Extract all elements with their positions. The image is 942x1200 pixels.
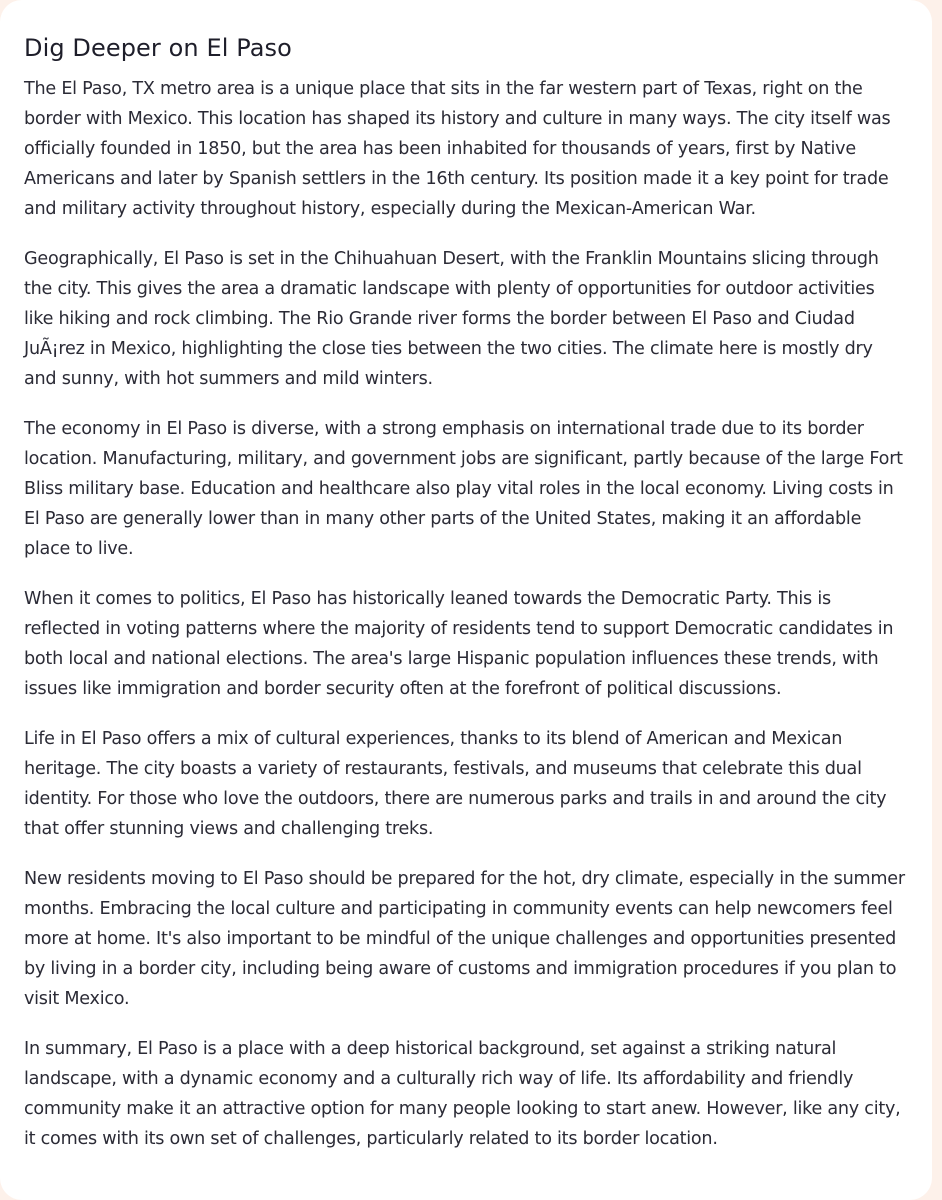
paragraph-history: The El Paso, TX metro area is a unique place that sits in the far western part of Texas, right on the border with Mexico. This location has shaped its history and culture in many ways. The city itself was officially founded in 1850, but the area has been inhabited for thousands of years, first by Native Americans and later by Spanish settlers in the 16th century. Its position made it a key point for trade and military activity throughout history, especially during the Mexican-American War.: [24, 79, 891, 219]
paragraph-summary: In summary, El Paso is a place with a deep historical background, set against a striking natural landscape, with a dynamic economy and a culturally rich way of life. Its affordability and friendly community make it an attractive option for many people looking to start anew. However, like any city, it comes with its own set of challenges, particularly related to its border location.: [24, 1039, 901, 1149]
paragraph-new-residents: New residents moving to El Paso should be prepared for the hot, dry climate, especially in the summer months. Embracing the local culture and participating in community events can help newcomers feel more at home. It's also important to be mindful of the unique challenges and opportunities presented by living in a border city, including being aware of customs and immigration procedures if you plan to visit Mexico.: [24, 869, 905, 1009]
paragraph-lifestyle: Life in El Paso offers a mix of cultural experiences, thanks to its blend of American and Mexican heritage. The city boasts a variety of restaurants, festivals, and museums that celebrate this dual identity. For those who love the outdoors, there are numerous parks and trails in and around the city that offer stunning views and challenging treks.: [24, 729, 887, 839]
paragraph-geography: Geographically, El Paso is set in the Chihuahuan Desert, with the Franklin Mountains slicing through the city. This gives the area a dramatic landscape with plenty of opportunities for outdoor activities like hiking and rock climbing. The Rio Grande river forms the border between El Paso and Ciudad JuÃ¡rez in Mexico, highlighting the close ties between the two cities. The climate here is mostly dry and sunny, with hot summers and mild winters.: [24, 249, 879, 389]
paragraph-economy: The economy in El Paso is diverse, with a strong emphasis on international trade due to its border location. Manufacturing, military, and government jobs are significant, partly because of the large Fort Bliss military base. Education and healthcare also play vital roles in the local economy. Living costs in El Paso are generally lower than in many other parts of the United States, making it an affordable place to live.: [24, 419, 903, 559]
paragraph-politics: When it comes to politics, El Paso has historically leaned towards the Democratic Party. This is reflected in voting patterns where the majority of residents tend to support Democratic candidates in both local and national elections. The area's large Hispanic population influences these trends, with issues like immigration and border security often at the forefront of political discussions.: [24, 589, 894, 699]
section-title: Dig Deeper on El Paso: [24, 34, 292, 62]
